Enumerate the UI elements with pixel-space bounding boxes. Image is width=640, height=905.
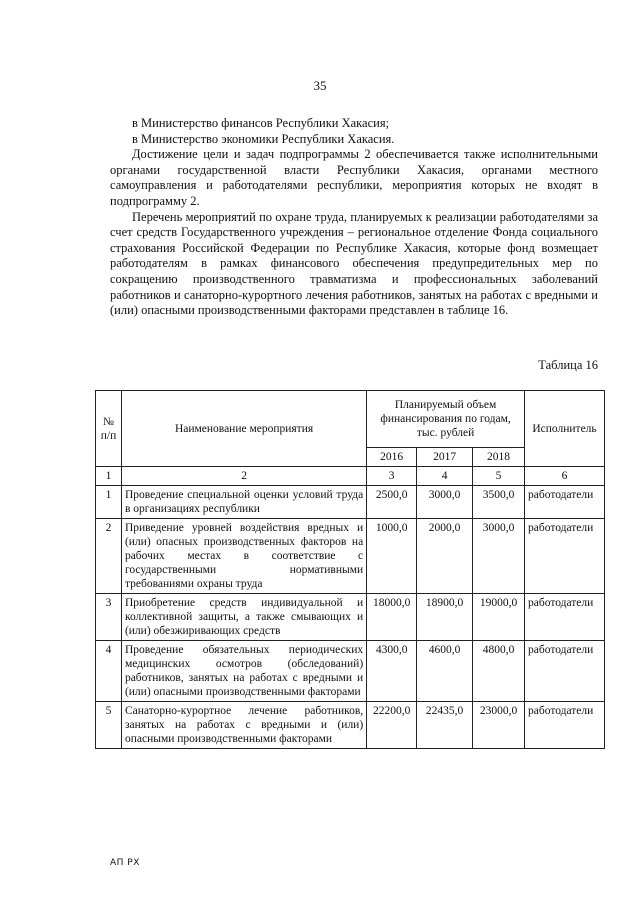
- table-row: [96, 519, 605, 594]
- table-row: [96, 702, 605, 749]
- measures-table: [95, 390, 605, 749]
- paragraph-measures-list: Перечень мероприятий по охране труда, планируемых к реализации работодателями за счет средств Государственного учреждения – региональное отделение Фонда социального страхования Российской Федерации по Республике Хакасия, которые фонд возмещает работодателям в рамках финансового обеспечения предупредительных мер по сокращению производственного травматизма и профессиональных заболеваний работников и санаторно-курортного лечения работников, занятых на работах с вредными и (или) опасными производственными факторами представлен в таблице 16.: [110, 209, 598, 318]
- header-year-2018: 2018: [473, 448, 525, 467]
- header-num: № п/п: [96, 391, 122, 467]
- row-value-2018: 23000,0: [473, 702, 525, 749]
- row-value-2018: 4800,0: [473, 641, 525, 702]
- row-name: Приобретение средств индивидуальной и коллективной защиты, а также смывающих и (или) обезжиривающих средств: [121, 594, 366, 641]
- row-value-2017: 4600,0: [417, 641, 473, 702]
- paragraph-ministry-economy: в Министерство экономики Республики Хакасия.: [132, 131, 395, 146]
- row-executor: работодатели: [525, 702, 605, 749]
- row-num: 4: [96, 641, 122, 702]
- row-executor: работодатели: [525, 486, 605, 519]
- row-name: Санаторно-курортное лечение работников, занятых на работах с вредными и (или) опасными производственными факторами: [121, 702, 366, 749]
- row-name: Приведение уровней воздействия вредных и (или) опасных производственных факторов на рабочих местах в соответствие с государственными нормативными требованиями охраны труда: [121, 519, 366, 594]
- row-executor: работодатели: [525, 594, 605, 641]
- header-executor: Исполнитель: [525, 391, 605, 467]
- row-value-2017: 3000,0: [417, 486, 473, 519]
- row-num: 2: [96, 519, 122, 594]
- column-number: 6: [525, 467, 605, 486]
- row-executor: работодатели: [525, 641, 605, 702]
- column-numbers-row: [96, 467, 605, 486]
- table-row: [96, 486, 605, 519]
- row-executor: работодатели: [525, 519, 605, 594]
- row-num: 3: [96, 594, 122, 641]
- row-value-2016: 4300,0: [367, 641, 417, 702]
- row-value-2016: 18000,0: [367, 594, 417, 641]
- row-value-2016: 1000,0: [367, 519, 417, 594]
- table-row: [96, 594, 605, 641]
- table-caption: Таблица 16: [538, 358, 598, 372]
- body-text: [110, 116, 598, 319]
- column-number: 2: [121, 467, 366, 486]
- row-value-2018: 19000,0: [473, 594, 525, 641]
- table-row: [96, 641, 605, 702]
- page-number: 35: [313, 78, 327, 93]
- header-year-2017: 2017: [417, 448, 473, 467]
- header-funding: Планируемый объем финансирования по годам, тыс. рублей: [367, 391, 525, 448]
- row-num: 1: [96, 486, 122, 519]
- row-name: Проведение обязательных периодических медицинских осмотров (обследований) работников, занятых на работах с вредными и (или) опасными производственными факторами: [121, 641, 366, 702]
- row-value-2016: 2500,0: [367, 486, 417, 519]
- row-name: Проведение специальной оценки условий труда в организациях республики: [121, 486, 366, 519]
- row-num: 5: [96, 702, 122, 749]
- table-header-row: [96, 391, 605, 448]
- row-value-2018: 3500,0: [473, 486, 525, 519]
- row-value-2018: 3000,0: [473, 519, 525, 594]
- row-value-2016: 22200,0: [367, 702, 417, 749]
- column-number: 4: [417, 467, 473, 486]
- row-value-2017: 22435,0: [417, 702, 473, 749]
- paragraph-goal: Достижение цели и задач подпрограммы 2 обеспечивается также исполнительными органами государственной власти Республики Хакасия, органами местного самоуправления и работодателями республики, мероприятия которых не входят в подпрограмму 2.: [110, 147, 598, 208]
- header-year-2016: 2016: [367, 448, 417, 467]
- column-number: 1: [96, 467, 122, 486]
- column-number: 3: [367, 467, 417, 486]
- paragraph-ministry-finance: в Министерство финансов Республики Хакасия;: [132, 116, 390, 130]
- column-number: 5: [473, 467, 525, 486]
- footer-mark: АП РХ: [110, 858, 140, 868]
- header-name: Наименование мероприятия: [121, 391, 366, 467]
- row-value-2017: 18900,0: [417, 594, 473, 641]
- row-value-2017: 2000,0: [417, 519, 473, 594]
